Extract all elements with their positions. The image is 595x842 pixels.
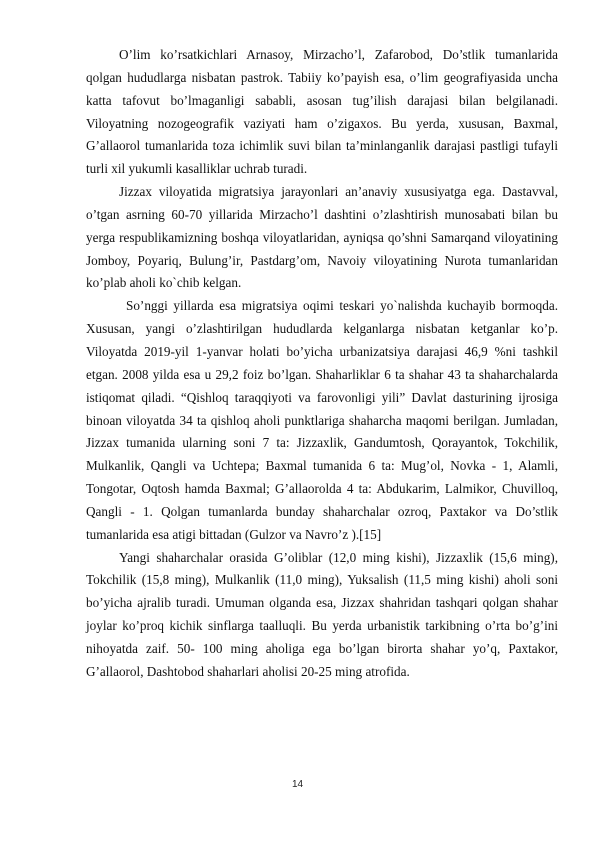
document-page <box>86 44 558 684</box>
paragraph-migration: Jizzax viloyatida migratsiya jarayonlari an’anaviy xususiyatga ega. Dastavval, o’tgan asrning 60-70 yillarida Mirzacho’l dashtini o’zlashtirish munosabati bilan bu yerga respublikamizning boshqa viloyatlaridan, ayniqsa qo’shni Samarqand viloyatining Jomboy, Poyariq, Bulung’ir, Pastdarg’om, Navoiy viloyatining Nurota tumanlaridan ko’plab aholi ko`chib kelgan. <box>86 184 558 291</box>
page-number: 14 <box>291 779 304 790</box>
paragraph-urbanization: So’nggi yillarda esa migratsiya oqimi teskari yo`nalishda kuchayib bormoqda. Xususan, yangi o’zlashtirilgan hududlarda kelganlarga nisbatan ketganlar ko’p. Viloyatda 2019-yil 1-yanvar holati bo’yicha urbanizatsiya darajasi 46,9 %ni tashkil etgan. 2008 yilda esa u 29,2 foiz bo’lgan. Shaharliklar 6 ta shahar 43 ta shaharchalarda istiqomat qiladi. “Qishloq taraqqiyoti va farovonligi yili” Davlat dasturining ijrosiga binoan viloyatda 34 ta qishloq aholi punktlariga shaharcha maqomi berilgan. Jumladan, Jizzax tumanida ularning soni 7 ta: Jizzaxlik, Gandumtosh, Qorayantok, Tokchilik, Mulkanlik, Qangli va Uchtepa; Baxmal tumanida 6 ta: Mug’ol, Novka - 1, Alamli, Tongotar, Oqtosh hamda Baxmal; G’allaorolda 4 ta: Abdukarim, Lalmikor, Chuvilloq, Qangli - 1. Qolgan tumanlarda bunday shaharchalar ozroq, Paxtakor va Do’stlik tumanlarida esa atigi bittadan (Gulzor va Navro’z ).[15] <box>86 298 558 542</box>
paragraph-mortality: O’lim ko’rsatkichlari Arnasoy, Mirzacho’l, Zafarobod, Do’stlik tumanlarida qolgan hududlarga nisbatan pastrok. Tabiiy ko’payish esa, o’lim geografiyasida uncha katta tafovut bo’lmaganligi sababli, asosan tug’ilish darajasi bilan belgilanadi. Viloyatning nozogeografik vaziyati ham o’zigaxos. Bu yerda, xususan, Baxmal, G’allaorol tumanlarida toza ichimlik suvi bilan ta’minlanganlik darajasi pastligi tufayli turli xil yukumli kasalliklar uchrab turadi. <box>86 47 558 177</box>
paragraph-new-towns: Yangi shaharchalar orasida G’oliblar (12,0 ming kishi), Jizzaxlik (15,6 ming), Tokchilik (15,8 ming), Mulkanlik (11,0 ming), Yuksalish (11,5 ming kishi) aholi soni bo’yicha ajralib turadi. Umuman olganda esa, Jizzax shahridan tashqari qolgan shahar joylar ko’proq kichik sinflarga taalluqli. Bu yerda urbanistik tarkibning o’rta bo’g’ini nihoyatda zaif. 50- 100 ming aholiga ega bo’lgan birorta shahar yo’q, Paxtakor, G’allaorol, Dashtobod shaharlari aholisi 20-25 ming atrofida. <box>86 549 558 679</box>
